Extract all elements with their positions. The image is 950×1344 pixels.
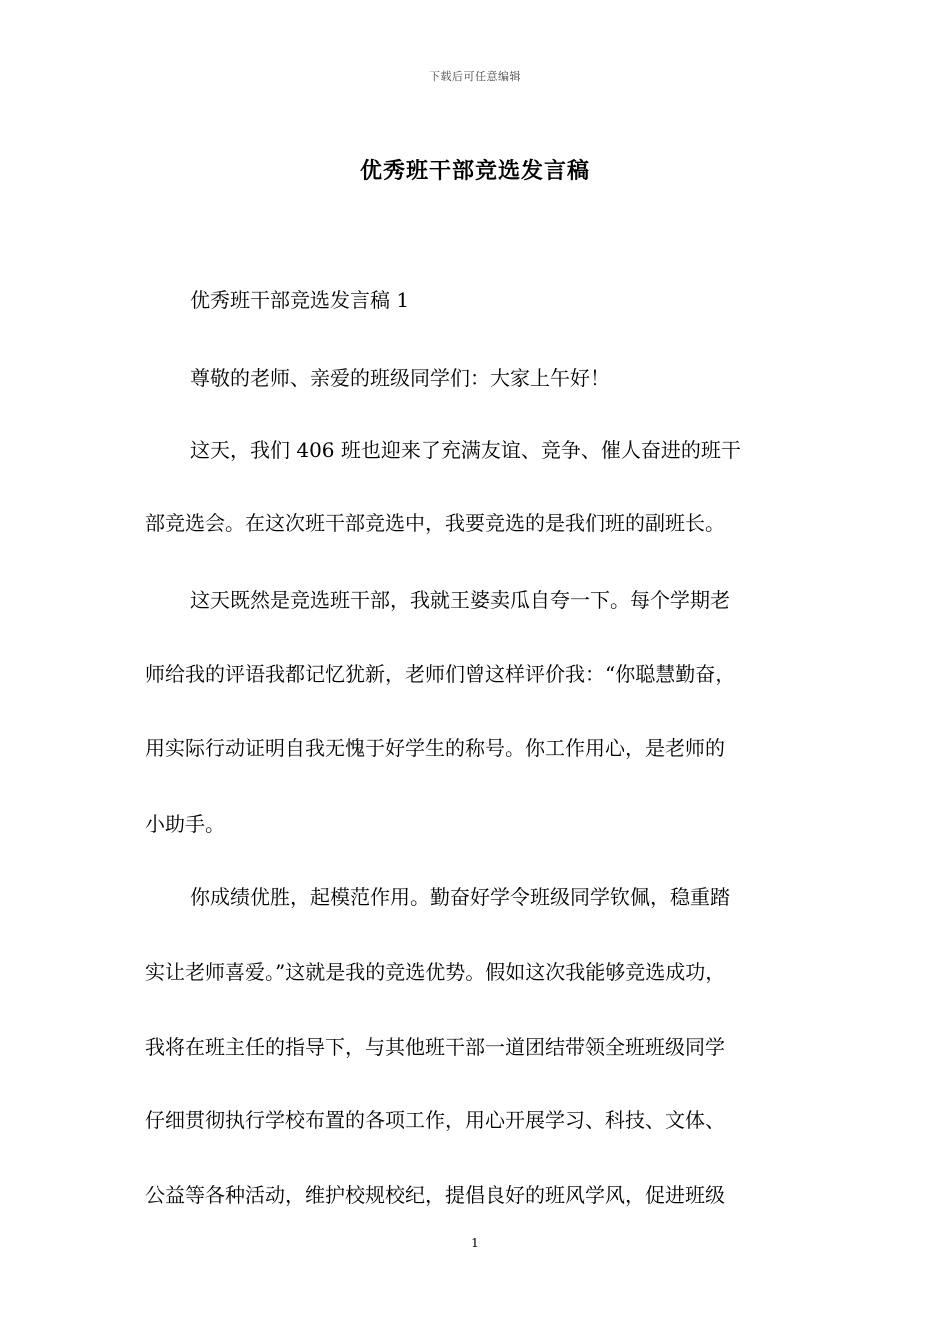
paragraph-line: 仔细贯彻执行学校布置的各项工作，用心开展学习、科技、文体、 bbox=[145, 1108, 725, 1132]
paragraph-line: 公益等各种活动，维护校规校纪，提倡良好的班风学风，促进班级 bbox=[145, 1183, 725, 1207]
paragraph-line: 用实际行动证明自我无愧于好学生的称号。你工作用心，是老师的 bbox=[145, 736, 725, 760]
page-number: 1 bbox=[471, 1236, 479, 1250]
paragraph-line: 部竞选会。在这次班干部竞选中，我要竞选的是我们班的副班长。 bbox=[145, 511, 725, 535]
paragraph-line: 师给我的评语我都记忆犹新，老师们曾这样评价我：“你聪慧勤奋， bbox=[145, 662, 736, 686]
paragraph-line: 实让老师喜爱。”这就是我的竞选优势。假如这次我能够竞选成功， bbox=[145, 960, 726, 984]
header-note: 下载后可任意编辑 bbox=[429, 70, 521, 83]
paragraph-line: 这天既然是竞选班干部，我就王婆卖瓜自夸一下。每个学期老 bbox=[190, 588, 730, 612]
paragraph-line: 尊敬的老师、亲爱的班级同学们：大家上午好！ bbox=[190, 366, 610, 390]
paragraph-line: 我将在班主任的指导下，与其他班干部一道团结带领全班班级同学 bbox=[145, 1035, 725, 1059]
section-heading: 优秀班干部竞选发言稿 1 bbox=[190, 288, 410, 312]
document-title: 优秀班干部竞选发言稿 bbox=[359, 158, 590, 184]
paragraph-line: 这天，我们 406 班也迎来了充满友谊、竞争、催人奋进的班干 bbox=[190, 438, 741, 462]
paragraph-line: 小助手。 bbox=[145, 812, 225, 836]
paragraph-line: 你成绩优胜，起模范作用。勤奋好学令班级同学钦佩，稳重踏 bbox=[190, 885, 730, 909]
